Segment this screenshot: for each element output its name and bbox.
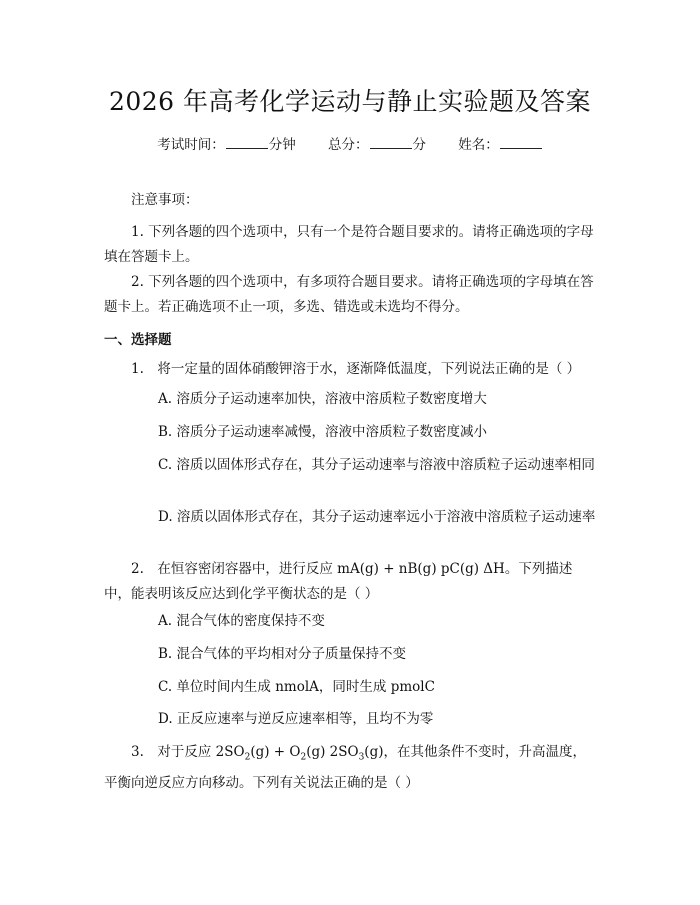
exam-time-blank <box>226 136 268 149</box>
exam-time-label: 考试时间： <box>157 137 225 153</box>
exam-time-unit: 分钟 <box>268 137 296 153</box>
notice-item-1: 1. 下列各题的四个选项中，只有一个是符合题目要求的。请将正确选项的字母填在答题卡上。 <box>104 224 594 265</box>
exam-time-field <box>157 137 300 153</box>
question-2-option-c: C. 单位时间内生成 nmolA，同时生成 pmolC <box>158 679 435 695</box>
notice-item-2: 2. 下列各题的四个选项中，有多项符合题目要求。请将正确选项的字母填在答题卡上。若正确选项不止一项，多选、错选或未选均不得分。 <box>104 274 594 315</box>
question-2-option-b: B. 混合气体的平均相对分子质量保持不变 <box>158 646 407 662</box>
question-3-stem <box>104 740 596 796</box>
total-score-label: 总分： <box>328 137 369 153</box>
question-2-option-a: A. 混合气体的密度保持不变 <box>158 613 325 629</box>
question-1-option-a: A. 溶质分子运动速率加快，溶液中溶质粒子数密度增大 <box>158 391 487 407</box>
name-blank <box>500 136 542 149</box>
exam-info-line <box>0 133 700 153</box>
question-2-stem: 2. 在恒容密闭容器中，进行反应 mA(g) + nB(g) pC(g) ΔH。下列描述中，能表明该反应达到化学平衡状态的是（ ） <box>104 561 573 602</box>
page-title: 2026 年高考化学运动与静止实验题及答案 <box>108 87 592 116</box>
notice-heading: 注意事项： <box>131 192 199 208</box>
name-label: 姓名： <box>458 137 499 153</box>
section-title: 一、选择题 <box>104 332 172 348</box>
question-3-subscript-3: 3 <box>358 752 365 763</box>
total-score-unit: 分 <box>412 137 426 153</box>
question-1-option-d: D. 溶质以固体形式存在，其分子运动速率远小于溶液中溶质粒子运动速率 <box>158 509 596 525</box>
question-3-stem-part-1: 3. 对于反应 2SO <box>131 744 245 760</box>
question-2-option-d: D. 正反应速率与逆反应速率相等，且均不为零 <box>158 711 434 727</box>
question-1-stem: 1. 将一定量的固体硝酸钾溶于水，逐渐降低温度，下列说法正确的是（ ） <box>131 361 581 377</box>
question-3-subscript-2: 2 <box>300 752 307 763</box>
question-3-stem-part-2: (g) + O <box>250 744 301 760</box>
question-1-option-b: B. 溶质分子运动速率减慢，溶液中溶质粒子数密度减小 <box>158 424 488 440</box>
question-3-stem-part-3: (g) 2SO <box>306 744 359 760</box>
question-1-option-c: C. 溶质以固体形式存在，其分子运动速率与溶液中溶质粒子运动速率相同 <box>158 457 595 473</box>
question-3-stem-part-4: (g)，在其他条件不变时，升高温度，平衡向逆反应方向移动。下列有关说法正确的是（ ） <box>104 744 586 791</box>
name-field <box>458 137 543 153</box>
question-3-subscript-1: 2 <box>244 752 251 763</box>
total-score-blank <box>370 136 412 149</box>
total-score-field <box>328 137 430 153</box>
